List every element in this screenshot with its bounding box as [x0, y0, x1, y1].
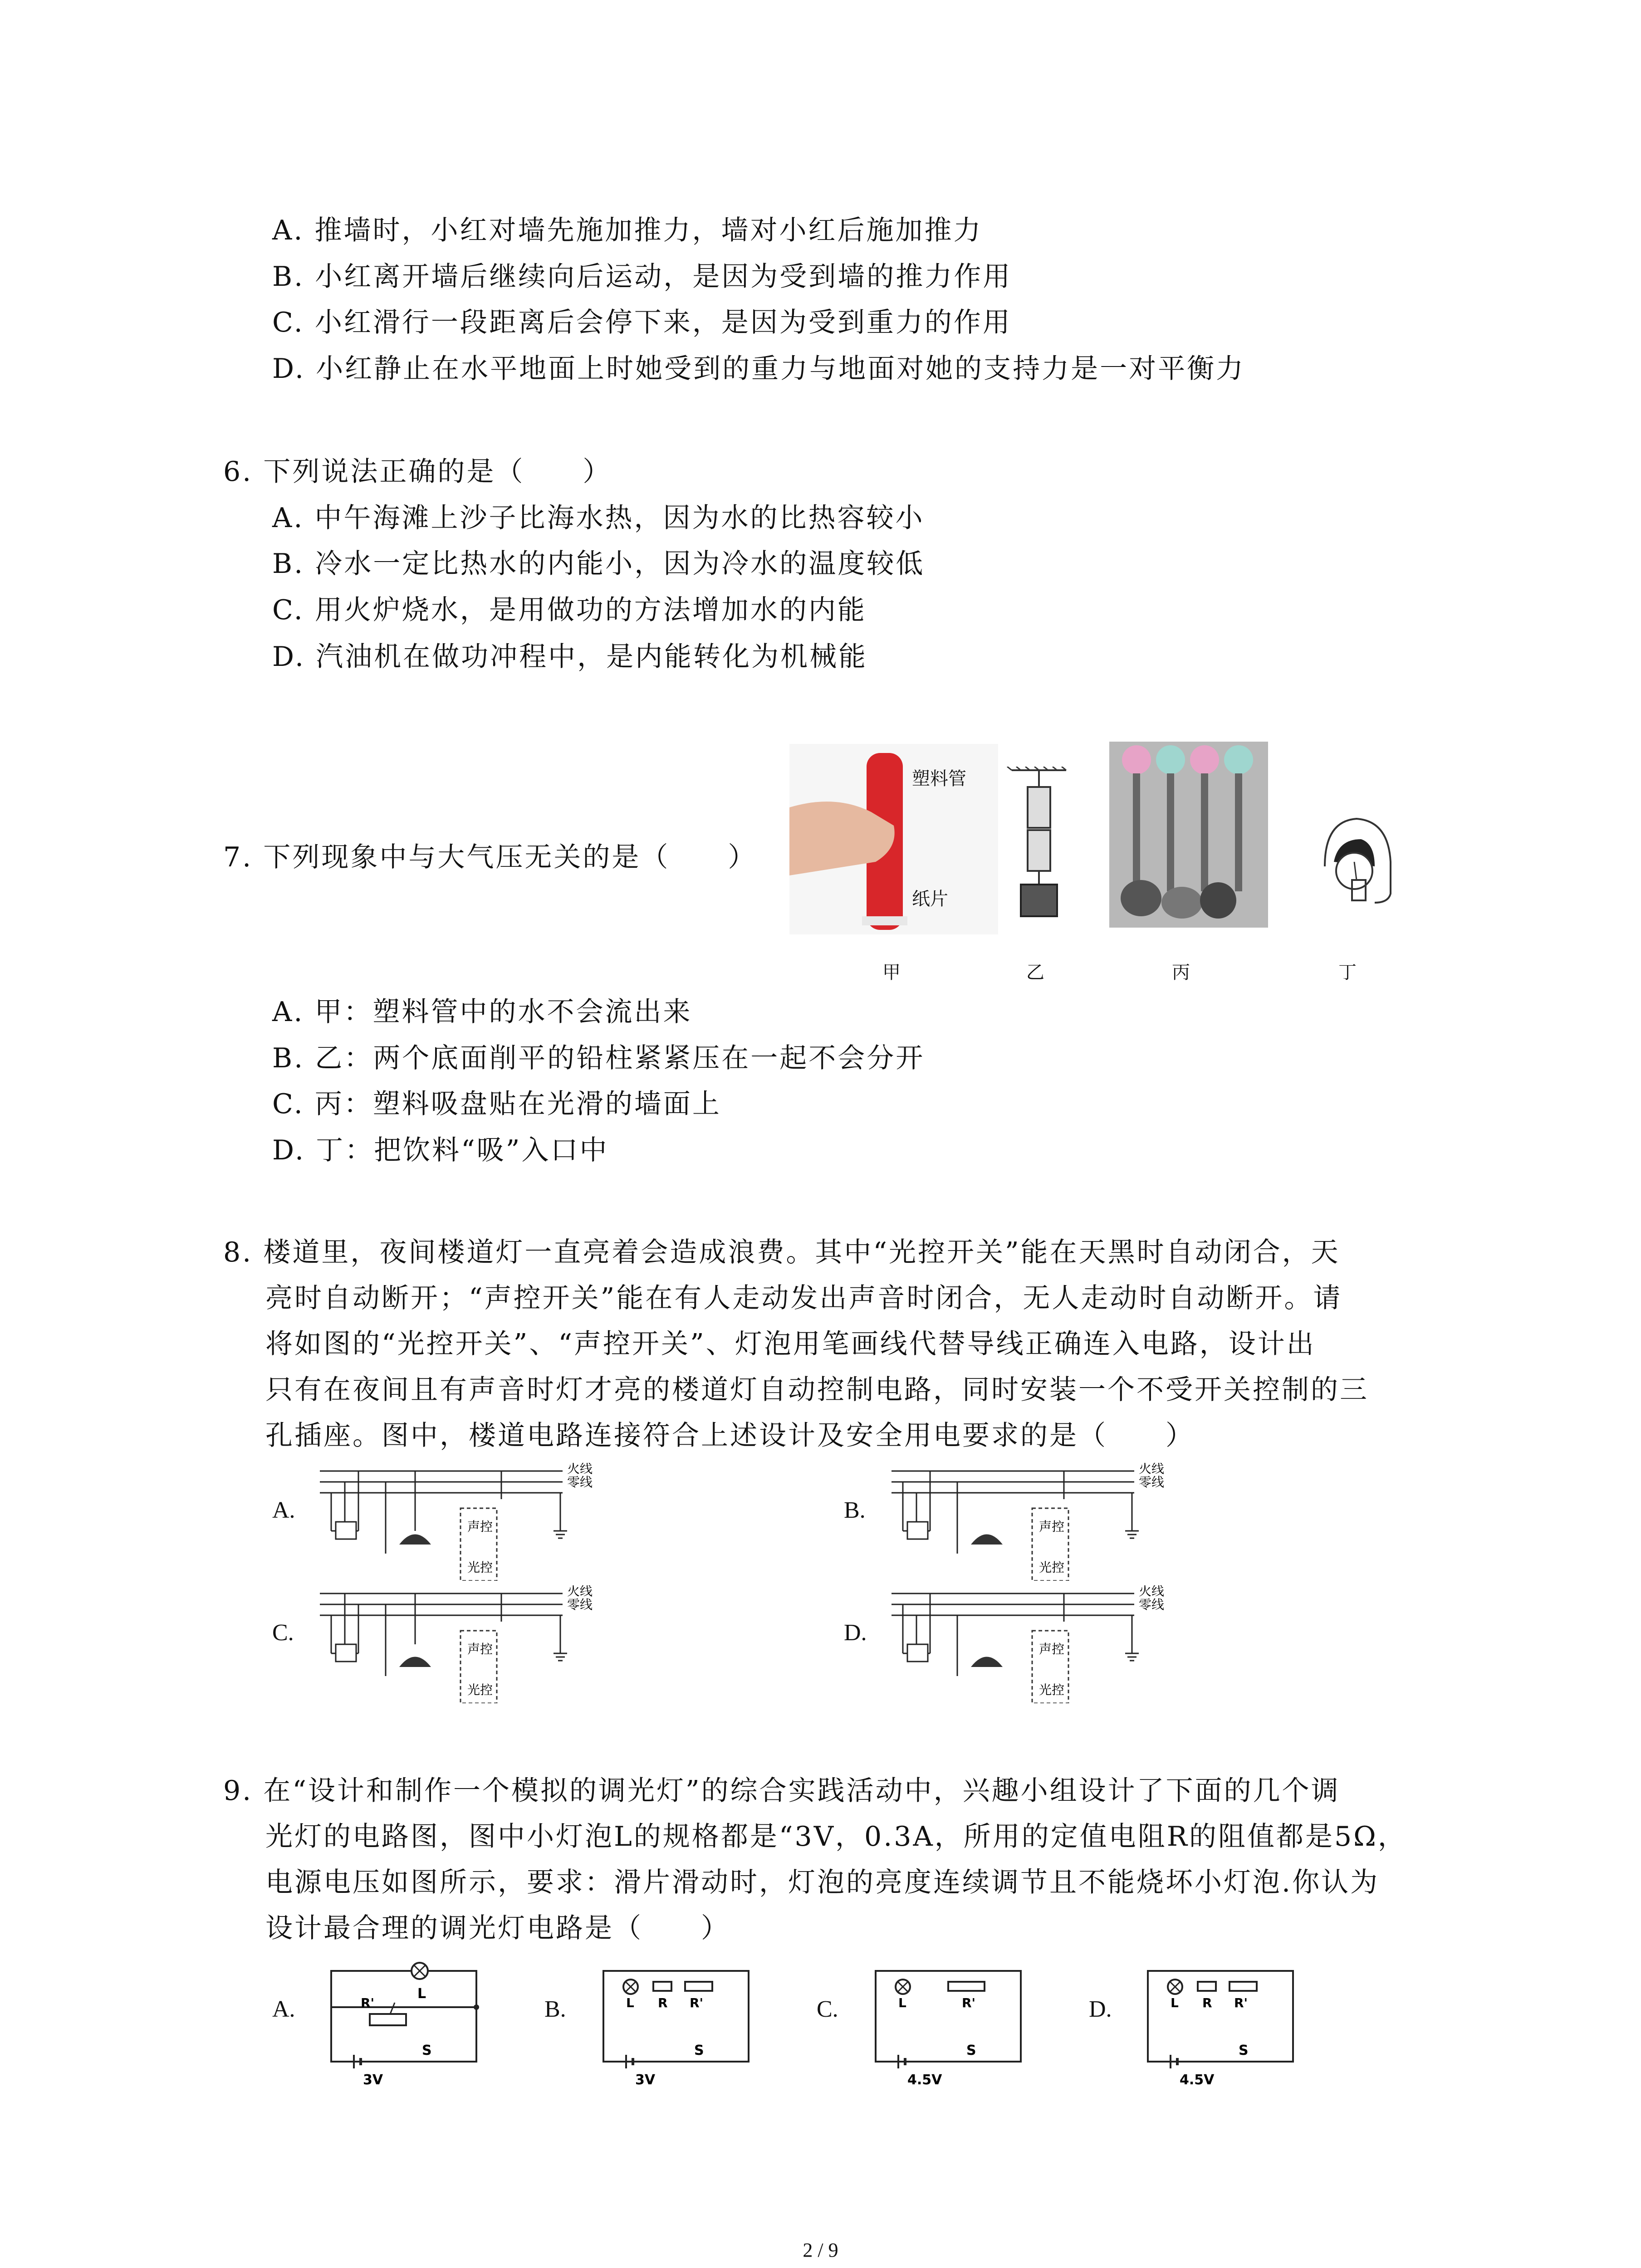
q6-option-d: D. 汽油机在做功冲程中，是内能转化为机械能 — [272, 641, 868, 673]
q7-paper-label: 纸片 — [912, 889, 948, 909]
q8-line-4: 只有在夜间且有声音时灯才亮的楼道灯自动控制电路，同时安装一个不受开关控制的三 — [265, 1374, 1369, 1406]
q9-circuit-a — [327, 1953, 485, 2089]
q8-d-fire-label: 火线 — [1139, 1585, 1164, 1598]
q9-d-rheostat-label: R' — [1234, 1995, 1248, 2010]
q8-d-light-label: 光控 — [1039, 1682, 1065, 1697]
q6-option-c: C. 用火炉烧水，是用做功的方法增加水的内能 — [272, 594, 867, 626]
q8-a-zero-label: 零线 — [567, 1475, 592, 1490]
q8-a-light-label: 光控 — [467, 1560, 493, 1575]
q9-line-2: 光灯的电路图，图中小灯泡L的规格都是“3V，0.3A，所用的定值电阻R的阻值都是5Ω， — [265, 1821, 1407, 1853]
q8-line-1: 8. 楼道里，夜间楼道灯一直亮着会造成浪费。其中“光控开关”能在天黑时自动闭合，天 — [223, 1237, 1340, 1268]
q9-c-switch-label: S — [966, 2043, 976, 2058]
q9-b-rheostat-label: R' — [690, 1995, 704, 2010]
q8-line-2: 亮时自动断开；“声控开关”能在有人走动发出声音时闭合，无人走动时自动断开。请 — [265, 1282, 1342, 1314]
q8-b-zero-label: 零线 — [1139, 1475, 1164, 1490]
q8-b-light-label: 光控 — [1039, 1560, 1065, 1575]
q8-option-a-letter: A. — [272, 1497, 295, 1523]
q9-option-a-letter: A. — [272, 1996, 295, 2022]
q9-circuit-b — [599, 1953, 758, 2089]
q7-option-a: A. 甲：塑料管中的水不会流出来 — [272, 996, 692, 1028]
q7-stem: 7. 下列现象中与大气压无关的是（ ） — [223, 841, 757, 873]
q7-option-d: D. 丁：把饮料“吸”入口中 — [272, 1134, 609, 1166]
q9-option-b-letter: B. — [544, 1996, 566, 2022]
q8-c-zero-label: 零线 — [567, 1597, 592, 1612]
q6-option-b: B. 冷水一定比热水的内能小，因为冷水的温度较低 — [272, 548, 925, 580]
q9-circuit-d — [1143, 1953, 1302, 2089]
q7-label-bing: 丙 — [1172, 962, 1190, 983]
q9-option-c-letter: C. — [817, 1996, 838, 2022]
q7-figure-bing — [1109, 742, 1268, 928]
q9-a-switch-label: S — [422, 2043, 432, 2058]
q5-option-a: A. 推墙时，小红对墙先施加推力，墙对小红后施加推力 — [272, 215, 983, 246]
q9-d-switch-label: S — [1239, 2043, 1249, 2058]
q8-option-d-letter: D. — [844, 1620, 867, 1646]
q9-b-voltage: 3V — [635, 2072, 656, 2088]
q9-b-resistor-label: R — [658, 1995, 668, 2010]
q7-label-jia: 甲 — [882, 962, 901, 983]
q7-figure-jia — [789, 744, 998, 934]
q7-option-c: C. 丙：塑料吸盘贴在光滑的墙面上 — [272, 1088, 721, 1120]
q8-line-5: 孔插座。图中，楼道电路连接符合上述设计及安全用电要求的是（ ） — [265, 1420, 1195, 1452]
q7-figure-yi — [1003, 767, 1075, 925]
q8-circuit-c — [320, 1585, 592, 1703]
q8-a-fire-label: 火线 — [567, 1463, 592, 1476]
q8-circuit-d — [892, 1585, 1164, 1703]
q7-option-b: B. 乙：两个底面削平的铅柱紧紧压在一起不会分开 — [272, 1042, 925, 1074]
q8-d-zero-label: 零线 — [1139, 1597, 1164, 1612]
q9-d-resistor-label: R — [1202, 1995, 1212, 2010]
q5-option-d: D. 小红静止在水平地面上时她受到的重力与地面对她的支持力是一对平衡力 — [272, 353, 1245, 385]
q9-b-switch-label: S — [694, 2043, 704, 2058]
q8-a-sound-label: 声控 — [467, 1519, 493, 1534]
q9-c-voltage: 4.5V — [907, 2072, 942, 2088]
q9-circuit-c — [871, 1953, 1030, 2089]
q7-tube-label: 塑料管 — [912, 768, 966, 789]
q5-option-c: C. 小红滑行一段距离后会停下来，是因为受到重力的作用 — [272, 307, 1012, 338]
q9-a-lamp-label: L — [417, 1986, 426, 2002]
q8-c-sound-label: 声控 — [467, 1642, 493, 1657]
q7-figure-ding — [1307, 812, 1397, 912]
q9-c-lamp-label: L — [898, 1995, 906, 2010]
q9-line-3: 电源电压如图所示，要求：滑片滑动时，灯泡的亮度连续调节且不能烧坏小灯泡.你认为 — [265, 1867, 1380, 1898]
q9-a-voltage: 3V — [363, 2072, 383, 2088]
q8-option-b-letter: B. — [844, 1497, 866, 1523]
q8-line-3: 将如图的“光控开关”、“声控开关”、灯泡用笔画线代替导线正确连入电路，设计出 — [265, 1328, 1316, 1360]
q5-option-b: B. 小红离开墙后继续向后运动，是因为受到墙的推力作用 — [272, 261, 1012, 293]
q9-option-d-letter: D. — [1089, 1996, 1112, 2022]
page-number: 2 / 9 — [803, 2239, 838, 2261]
q9-b-lamp-label: L — [626, 1995, 634, 2010]
q9-c-rheostat-label: R' — [962, 1995, 976, 2010]
q8-circuit-a — [320, 1463, 592, 1581]
q8-b-fire-label: 火线 — [1139, 1463, 1164, 1476]
q8-option-c-letter: C. — [272, 1620, 294, 1646]
q9-d-lamp-label: L — [1171, 1995, 1179, 2010]
q7-label-ding: 丁 — [1338, 962, 1357, 983]
q7-label-yi: 乙 — [1026, 962, 1044, 983]
q8-circuit-b — [892, 1463, 1164, 1581]
q8-c-light-label: 光控 — [467, 1682, 493, 1697]
q8-d-sound-label: 声控 — [1039, 1642, 1065, 1657]
q9-line-1: 9. 在“设计和制作一个模拟的调光灯”的综合实践活动中，兴趣小组设计了下面的几个调 — [223, 1775, 1340, 1807]
q8-b-sound-label: 声控 — [1039, 1519, 1065, 1534]
q9-d-voltage: 4.5V — [1180, 2072, 1215, 2088]
q6-stem: 6. 下列说法正确的是（ ） — [223, 456, 612, 488]
q9-a-rheostat-label: R' — [361, 1995, 375, 2010]
q8-c-fire-label: 火线 — [567, 1585, 592, 1598]
q6-option-a: A. 中午海滩上沙子比海水热，因为水的比热容较小 — [272, 502, 925, 534]
q9-line-4: 设计最合理的调光灯电路是（ ） — [265, 1912, 730, 1944]
